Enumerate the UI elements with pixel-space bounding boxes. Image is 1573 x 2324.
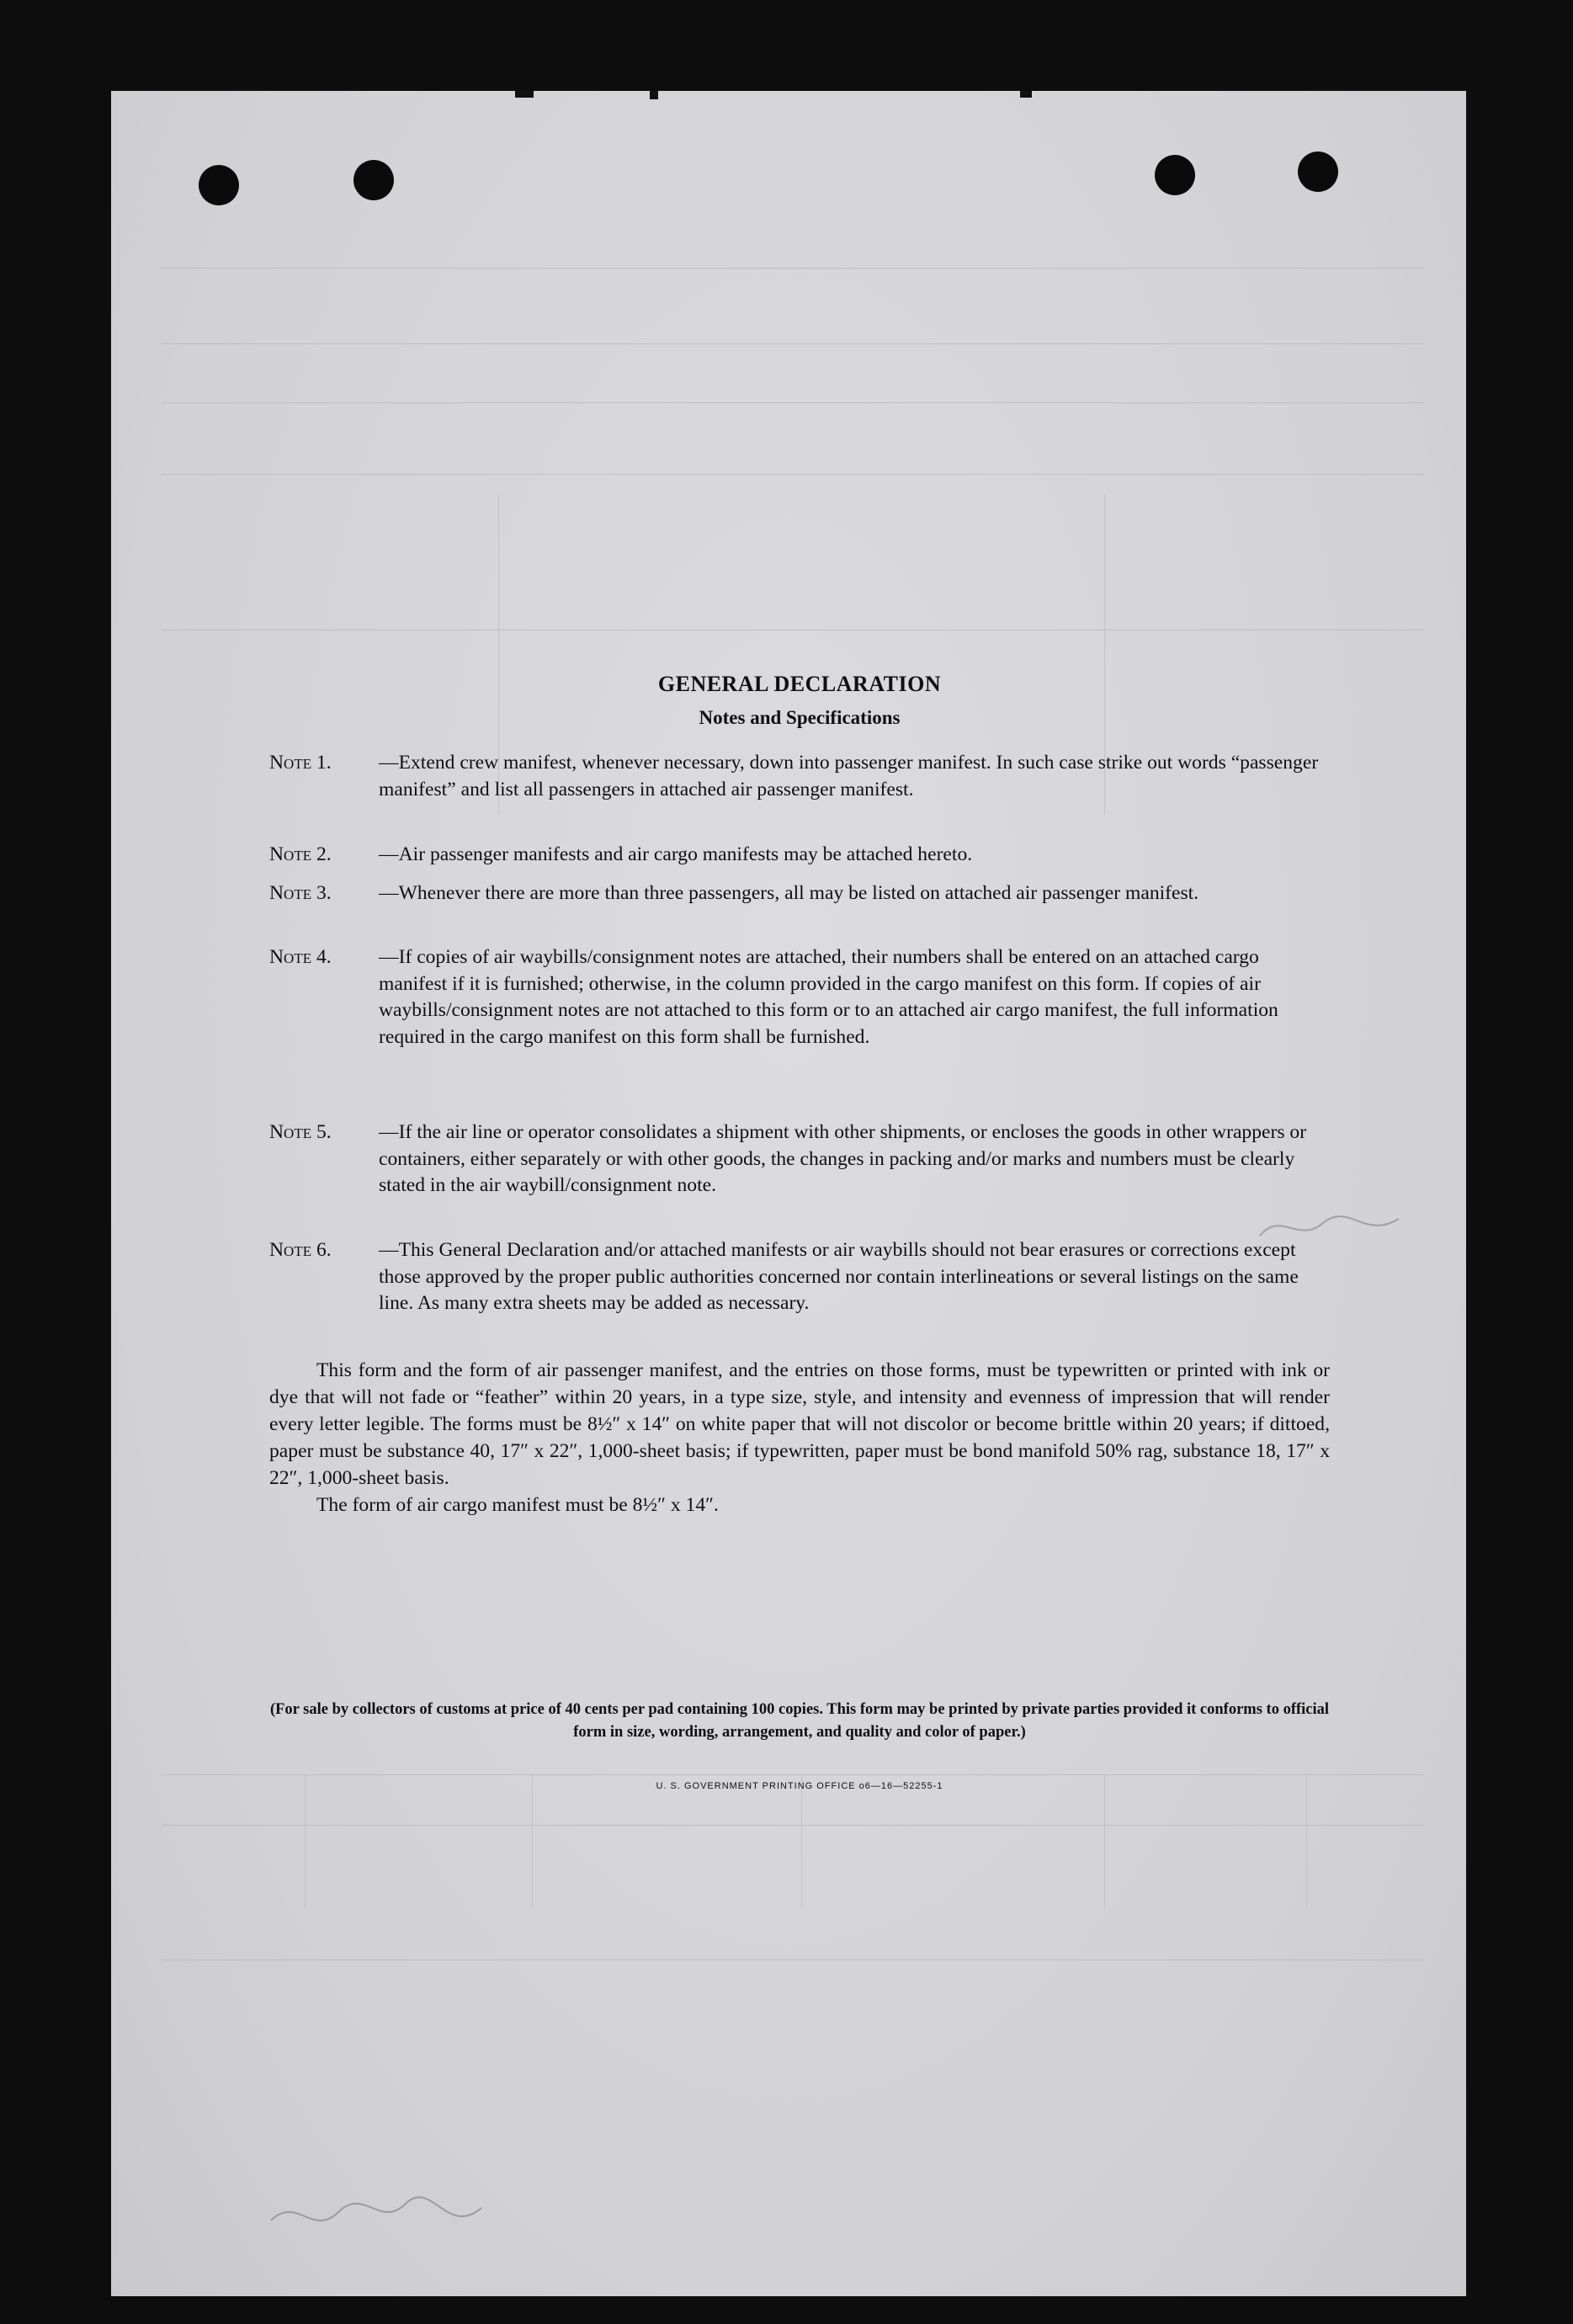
note-text: —Air passenger manifests and air cargo manifests may be attached hereto. — [379, 843, 973, 865]
punch-hole — [353, 160, 394, 200]
note-label: Note 3. — [269, 882, 332, 904]
bleed-through-line — [162, 268, 1424, 269]
note-label: Note 5. — [269, 1121, 332, 1143]
note-label: Note 2. — [269, 843, 332, 865]
ink-mark — [515, 91, 534, 98]
note-text: —If the air line or operator consolidates a shipment with other shipments, or encloses the goods in other wrappers or containers, either separately or with other goods, the changes in packing and/or marks and numbers must be clearly stated in the air waybill/consignment note. — [379, 1121, 1307, 1196]
note-text: —This General Declaration and/or attached manifests or air waybills should not bear erasures or corrections except those approved by the proper public authorities concerned nor contain interlineations or several listings on the same line. As many extra sheets may be added as necessary. — [379, 1239, 1299, 1314]
punch-hole — [199, 165, 239, 205]
bleed-through-line — [162, 474, 1424, 475]
sale-note: (For sale by collectors of customs at price of 40 cents per pad containing 100 copies. This form may be printed by private parties provided it conforms to official form in size, wording, arrangement, and quality and color of paper.) — [269, 1701, 1330, 1741]
bleed-through-line — [162, 1825, 1424, 1826]
note-label: Note 1. — [269, 752, 332, 774]
bleed-through-line — [162, 1774, 1424, 1775]
signature-scribble — [263, 2178, 515, 2246]
gpo-imprint: U. S. GOVERNMENT PRINTING OFFICE o6—16—52255-1 — [656, 1781, 943, 1791]
cargo-paragraph: The form of air cargo manifest must be 8½″ x 14″. — [316, 1494, 719, 1516]
bleed-through-line — [162, 343, 1424, 344]
bleed-through-line — [801, 1774, 802, 1909]
punch-hole — [1155, 155, 1195, 195]
note-label: Note 6. — [269, 1239, 332, 1261]
page-title: GENERAL DECLARATION — [657, 672, 942, 696]
form-requirements — [269, 1357, 1330, 1518]
bleed-through-line — [532, 1774, 533, 1909]
bleed-through-line — [162, 402, 1424, 403]
note-text: —Extend crew manifest, whenever necessary, down into passenger manifest. In such case strike out words “passenger manifest” and list all passengers in attached air passenger manifest. — [379, 752, 1319, 800]
ink-mark — [1020, 91, 1032, 98]
punch-hole — [1298, 152, 1338, 192]
bleed-through-line — [305, 1774, 306, 1909]
note-text: —If copies of air waybills/consignment notes are attached, their numbers shall be entered on an attached cargo manifest if it is furnished; otherwise, in the column provided in the cargo manifest on this form. If copies of air waybills/consignment notes are not attached to this form or to an attached air cargo manifest, the full information required in the cargo manifest on this form shall be furnished. — [379, 946, 1278, 1048]
note-text: —Whenever there are more than three passengers, all may be listed on attached air passenger manifest. — [379, 882, 1199, 904]
bleed-through-line — [1306, 1774, 1307, 1909]
page-subtitle: Notes and Specifications — [699, 707, 901, 728]
ink-mark — [650, 91, 658, 99]
note-label: Note 4. — [269, 946, 332, 968]
document-sheet — [111, 91, 1466, 2296]
form-paragraph: This form and the form of air passenger manifest, and the entries on those forms, must be typewritten or printed with ink or dye that will not fade or “feather” within 20 years, in a type size, style, and intensity and evenness of impression that will render every letter legible. The forms must be 8½″ x 14″ on white paper that will not discolor or become brittle within 20 years; if dittoed, paper must be substance 40, 17″ x 22″, 1,000-sheet basis; if typewritten, paper must be bond manifold 50% rag, substance 18, 17″ x 22″, 1,000-sheet basis. — [269, 1359, 1330, 1489]
bleed-through-line — [1104, 1774, 1105, 1909]
